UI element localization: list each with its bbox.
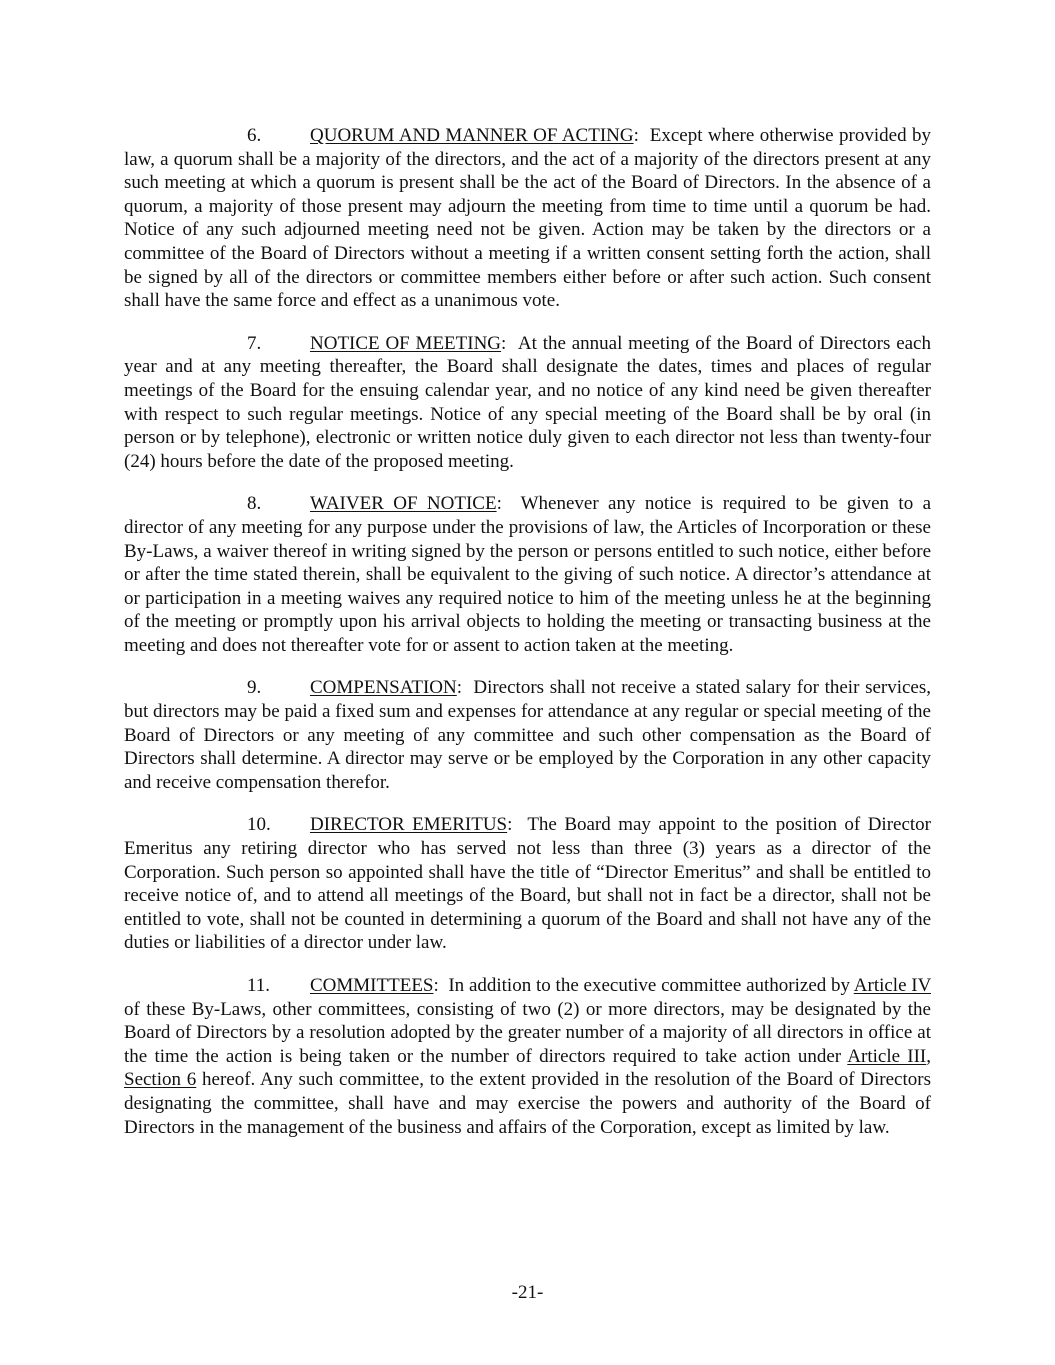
section-number: 11. — [247, 975, 271, 996]
section-heading: DIRECTOR EMERITUS — [310, 814, 508, 836]
section-text: At the annual meeting of the Board of Directors each year and at any meeting thereafter, the Board shall designate the dates, times and places of regular meetings of the Board for the ensuing calendar year, and no notice of any kind need be given thereafter with respect to such regular meetings. Notice of any special meeting of the Board shall be by oral (in person or by telephone), electronic or written notice duly given to each director not less than twenty-four (24) hours before the date of the proposed meeting. — [124, 332, 931, 472]
section-7: 7. NOTICE OF MEETING: At the annual meeting of the Board of Directors each year and at any meeting thereafter, the Board shall designate the dates, times and places of regular meetings of the Board for the ensuing calendar year, and no notice of any kind need be given thereafter with respect to such regular meetings. Notice of any special meeting of the Board shall be by oral (in person or by telephone), electronic or written notice duly given to each director not less than twenty-four (24) hours before the date of the proposed meeting. — [124, 332, 931, 472]
section-heading: NOTICE OF MEETING — [310, 332, 502, 354]
section-number: 6. — [247, 125, 262, 146]
section-number: 7. — [247, 332, 262, 354]
section-number: 9. — [247, 677, 262, 699]
section-text: hereof. Any such committee, to the extent provided in the resolution of the Board of Directors designating the committee, shall have and may exercise the powers and authority of the Board of Directors in the management of the business and affairs of the Corporation, except as limited by law. — [124, 1069, 931, 1138]
section-text: Whenever any notice is required to be given to a director of any meeting for any purpose under the provisions of law, the Articles of Incorporation or these By-Laws, a waiver thereof in writing signed by the person or persons entitled to such notice, either before or after the time stated therein, shall be equivalent to the giving of such notice. A director’s attendance at or participation in a meeting waives any required notice to him of the meeting unless he at the beginning of the meeting or promptly upon his arrival objects to holding the meeting or transacting business at the meeting and does not thereafter vote for or assent to action taken at the meeting. — [124, 493, 931, 656]
section-number: 8. — [247, 493, 262, 515]
article-iv-reference: Article IV — [853, 975, 931, 996]
section-heading: QUORUM AND MANNER OF ACTING — [310, 125, 634, 146]
article-iii-reference: Article III — [847, 1045, 927, 1067]
section-6-reference: Section 6 — [124, 1069, 197, 1091]
section-number: 10. — [247, 814, 271, 836]
section-text: Directors shall not receive a stated salary for their services, but directors may be paid a fixed sum and expenses for attendance at any regular or special meeting of the Board of Directors or any meeting of any committee and such other compensation as the Board of Directors shall determine. A director may serve or be employed by the Corporation in any other capacity and receive compensation therefor. — [124, 677, 932, 793]
section-text: of these By-Laws, other committees, consisting of two (2) or more directors, may be designated by the Board of Directors by a resolution adopted by the greater number of a majority of all directors in office at the time the action is being taken or the number of directors required to take action under — [124, 998, 931, 1067]
section-11: 11. COMMITTEES: In addition to the executive committee authorized by Article IV of these By-Laws, other committees, consisting of two (2) or more directors, may be designated by the Board of Directors by a resolution adopted by the greater number of a majority of all directors in office at the time the action is being taken or the number of directors required to take action under Article III, Section 6 hereof. Any such committee, to the extent provided in the resolution of the Board of Directors designating the committee, shall have and may exercise the powers and authority of the Board of Directors in the management of the business and affairs of the Corporation, except as limited by law. — [124, 975, 932, 1138]
section-text: In addition to the executive committee authorized by — [448, 975, 851, 996]
section-9: 9. COMPENSATION: Directors shall not receive a stated salary for their services, but directors may be paid a fixed sum and expenses for attendance at any regular or special meeting of the Board of Directors or any meeting of any committee and such other compensation as the Board of Directors shall determine. A director may serve or be employed by the Corporation in any other capacity and receive compensation therefor. — [124, 677, 932, 793]
section-10: 10. DIRECTOR EMERITUS: The Board may appoint to the position of Director Emeritus any retiring director who has served not less than three (3) years as a director of the Corporation. Such person so appointed shall have the title of “Director Emeritus” and shall be entitled to receive notice of, and to attend all meetings of the Board, but shall not in fact be a director, shall not be entitled to vote, shall not be counted in determining a quorum of the Board and shall not have any of the duties or liabilities of a director under law. — [124, 814, 931, 954]
page-number: -21- — [511, 1282, 544, 1303]
section-text: Except where otherwise provided by law, a quorum shall be a majority of the directors, and the act of a majority of the directors present at any such meeting at which a quorum is present shall be the act of the Board of Directors. In the absence of a quorum, a majority of those present may adjourn the meeting from time to time until a quorum be had. Notice of any such adjourned meeting need not be given. Action may be taken by the directors or a committee of the Board of Directors without a meeting if a written consent setting forth the action, shall be signed by all of the directors or committee members either before or after such action. Such consent shall have the same force and effect as a unanimous vote. — [124, 125, 931, 312]
section-6: 6. QUORUM AND MANNER OF ACTING: Except where otherwise provided by law, a quorum shall be a majority of the directors, and the act of a majority of the directors present at any such meeting at which a quorum is present shall be the act of the Board of Directors. In the absence of a quorum, a majority of those present may adjourn the meeting from time to time until a quorum be had. Notice of any such adjourned meeting need not be given. Action may be taken by the directors or a committee of the Board of Directors without a meeting if a written consent setting forth the action, shall be signed by all of the directors or committee members either before or after such action. Such consent shall have the same force and effect as a unanimous vote. — [124, 125, 931, 312]
document-body — [124, 124, 931, 1158]
section-heading: COMMITTEES — [310, 975, 434, 996]
section-text: The Board may appoint to the position of Director Emeritus any retiring director who has served not less than three (3) years as a director of the Corporation. Such person so appointed shall have the title of “Director Emeritus” and shall be entitled to receive notice of, and to attend all meetings of the Board, but shall not in fact be a director, shall not be entitled to vote, shall not be counted in determining a quorum of the Board and shall not have any of the duties or liabilities of a director under law. — [124, 814, 931, 954]
section-heading: COMPENSATION — [310, 677, 457, 699]
section-heading: WAIVER OF NOTICE — [310, 493, 497, 515]
section-8: 8. WAIVER OF NOTICE: Whenever any notice is required to be given to a director of any meeting for any purpose under the provisions of law, the Articles of Incorporation or these By-Laws, a waiver thereof in writing signed by the person or persons entitled to such notice, either before or after the time stated therein, shall be equivalent to the giving of such notice. A director’s attendance at or participation in a meeting waives any required notice to him of the meeting unless he at the beginning of the meeting or promptly upon his arrival objects to holding the meeting or transacting business at the meeting and does not thereafter vote for or assent to action taken at the meeting. — [124, 493, 931, 656]
